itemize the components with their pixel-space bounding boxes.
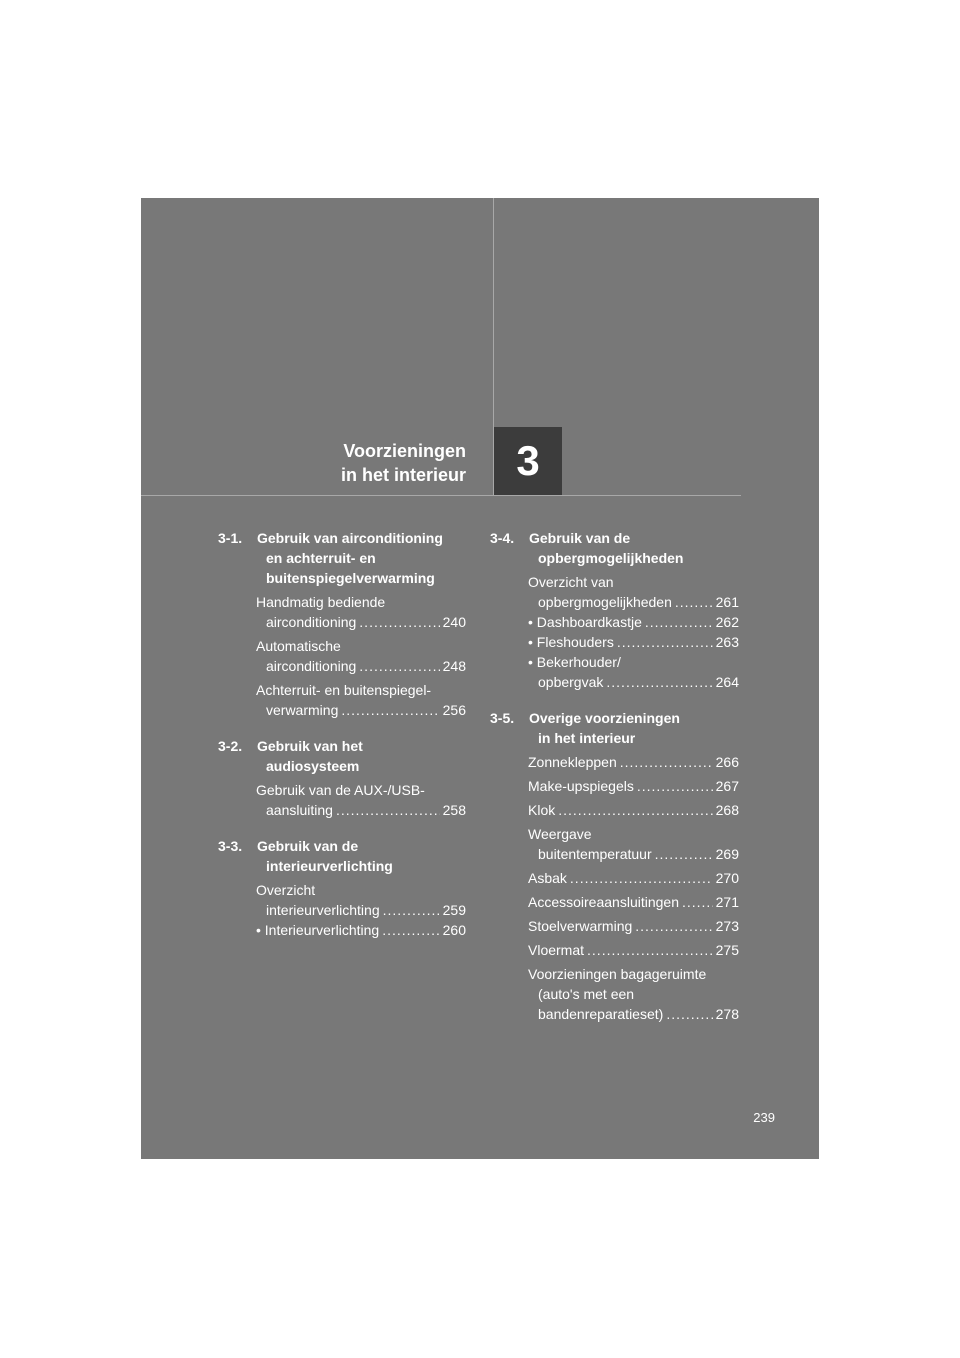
entry-text: Make-upspiegels (528, 778, 634, 794)
section-title-line: buitenspiegelverwarming (266, 570, 435, 586)
entry-lead: Automatische (256, 638, 341, 654)
toc-entry[interactable] (490, 776, 739, 796)
section-number: 3-5. (490, 710, 515, 726)
entry-text: interieurverlichting (266, 902, 380, 918)
toc-entry[interactable] (490, 752, 739, 772)
entry-text: Accessoireaansluitingen (528, 894, 679, 910)
entry-text: buitentemperatuur (538, 846, 652, 862)
section-title-line: interieurverlichting (266, 858, 393, 874)
dot-leader (336, 800, 440, 820)
section-number: 3-2. (218, 738, 243, 754)
dot-leader (655, 844, 713, 864)
entry-lead: • Bekerhouder/ (528, 654, 621, 670)
entry-text: Klok (528, 802, 556, 818)
entry-page: 259 (442, 902, 466, 918)
toc-entry[interactable] (218, 920, 466, 940)
dot-leader (558, 800, 712, 820)
dot-leader (635, 916, 712, 936)
toc-column-right (490, 528, 739, 1040)
section-title-line: in het interieur (538, 730, 636, 746)
dot-leader (606, 672, 712, 692)
entry-text: • Interieurverlichting (256, 922, 380, 938)
horizontal-divider (141, 495, 741, 496)
entry-page: 267 (715, 778, 739, 794)
dot-leader (666, 1004, 712, 1024)
entry-page: 269 (715, 846, 739, 862)
toc-entry[interactable] (490, 964, 739, 1024)
entry-lead: Achterruit- en buitenspiegel- (256, 682, 432, 698)
entry-page: 264 (715, 674, 739, 690)
toc-entry[interactable] (218, 636, 466, 676)
section-title (490, 528, 739, 568)
chapter-title-line2: in het interieur (340, 465, 466, 485)
section-title (218, 736, 466, 776)
section-number: 3-1. (218, 530, 243, 546)
page-number: 239 (753, 1110, 775, 1125)
entry-text: airconditioning (266, 614, 357, 630)
toc-entry[interactable] (490, 868, 739, 888)
entry-lead: Weergave (528, 826, 592, 842)
toc-column-left (218, 528, 466, 956)
entry-page: 248 (442, 658, 466, 674)
chapter-number-badge: 3 (494, 427, 562, 495)
entry-text: airconditioning (266, 658, 357, 674)
entry-lead: Gebruik van de AUX-/USB- (256, 782, 425, 798)
entry-continuation: (auto's met een (538, 986, 635, 1002)
toc-section (490, 528, 739, 692)
entry-page: 278 (715, 1006, 739, 1022)
entry-text: aansluiting (266, 802, 333, 818)
dot-leader (341, 700, 439, 720)
toc-entry[interactable] (490, 572, 739, 612)
section-title-line: Gebruik van de (257, 838, 359, 854)
entry-text: opbergvak (538, 674, 604, 690)
entry-page: 275 (715, 942, 739, 958)
entry-text: verwarming (266, 702, 339, 718)
dot-leader (620, 752, 713, 772)
dot-leader (617, 632, 713, 652)
dot-leader (359, 656, 439, 676)
toc-entry[interactable] (490, 892, 739, 912)
toc-section (490, 708, 739, 1024)
section-title (218, 528, 466, 588)
dot-leader (682, 892, 713, 912)
toc-entry[interactable] (490, 800, 739, 820)
section-title-line: Gebruik van de (529, 530, 631, 546)
dot-leader (587, 940, 713, 960)
section-number: 3-4. (490, 530, 515, 546)
section-title (218, 836, 466, 876)
entry-text: Vloermat (528, 942, 585, 958)
toc-entry[interactable] (490, 632, 739, 652)
dot-leader (382, 920, 439, 940)
entry-text: • Fleshouders (528, 634, 614, 650)
entry-page: 260 (442, 922, 466, 938)
toc-entry[interactable] (490, 652, 739, 692)
entry-lead: Voorzieningen bagageruimte (528, 966, 707, 982)
entry-page: 273 (715, 918, 739, 934)
entry-page: 268 (715, 802, 739, 818)
toc-entry[interactable] (490, 824, 739, 864)
dot-leader (359, 612, 439, 632)
toc-entry[interactable] (218, 592, 466, 632)
section-title-line: audiosysteem (266, 758, 360, 774)
entry-page: 256 (442, 702, 466, 718)
entry-text: bandenreparatieset) (538, 1006, 664, 1022)
section-title-line: Gebruik van airconditioning (257, 530, 443, 546)
entry-page: 262 (715, 614, 739, 630)
entry-page: 263 (715, 634, 739, 650)
dot-leader (570, 868, 713, 888)
section-title-line: opbergmogelijkheden (538, 550, 684, 566)
entry-text: Zonnekleppen (528, 754, 617, 770)
entry-page: 271 (715, 894, 739, 910)
entry-lead: Overzicht (256, 882, 316, 898)
entry-lead: Overzicht van (528, 574, 614, 590)
toc-entry[interactable] (218, 780, 466, 820)
chapter-title (141, 439, 466, 487)
entry-page: 261 (715, 594, 739, 610)
toc-section (218, 736, 466, 820)
toc-entry[interactable] (490, 940, 739, 960)
section-title-line: Gebruik van het (257, 738, 363, 754)
dot-leader (645, 612, 713, 632)
entry-text: opbergmogelijkheden (538, 594, 672, 610)
toc-section (218, 528, 466, 720)
dot-leader (383, 900, 440, 920)
toc-entry[interactable] (490, 612, 739, 632)
toc-entry[interactable] (490, 916, 739, 936)
dot-leader (637, 776, 713, 796)
toc-entry[interactable] (218, 680, 466, 720)
toc-section (218, 836, 466, 940)
entry-text: • Dashboardkastje (528, 614, 642, 630)
dot-leader (675, 592, 713, 612)
toc-entry[interactable] (218, 880, 466, 920)
chapter-title-line1: Voorzieningen (343, 441, 466, 461)
entry-page: 270 (715, 870, 739, 886)
section-title (490, 708, 739, 748)
entry-text: Stoelverwarming (528, 918, 633, 934)
section-title-line: Overige voorzieningen (529, 710, 680, 726)
entry-page: 258 (442, 802, 466, 818)
entry-text: Asbak (528, 870, 567, 886)
entry-lead: Handmatig bediende (256, 594, 386, 610)
section-title-line: en achterruit- en (266, 550, 376, 566)
section-number: 3-3. (218, 838, 243, 854)
entry-page: 240 (442, 614, 466, 630)
entry-page: 266 (715, 754, 739, 770)
